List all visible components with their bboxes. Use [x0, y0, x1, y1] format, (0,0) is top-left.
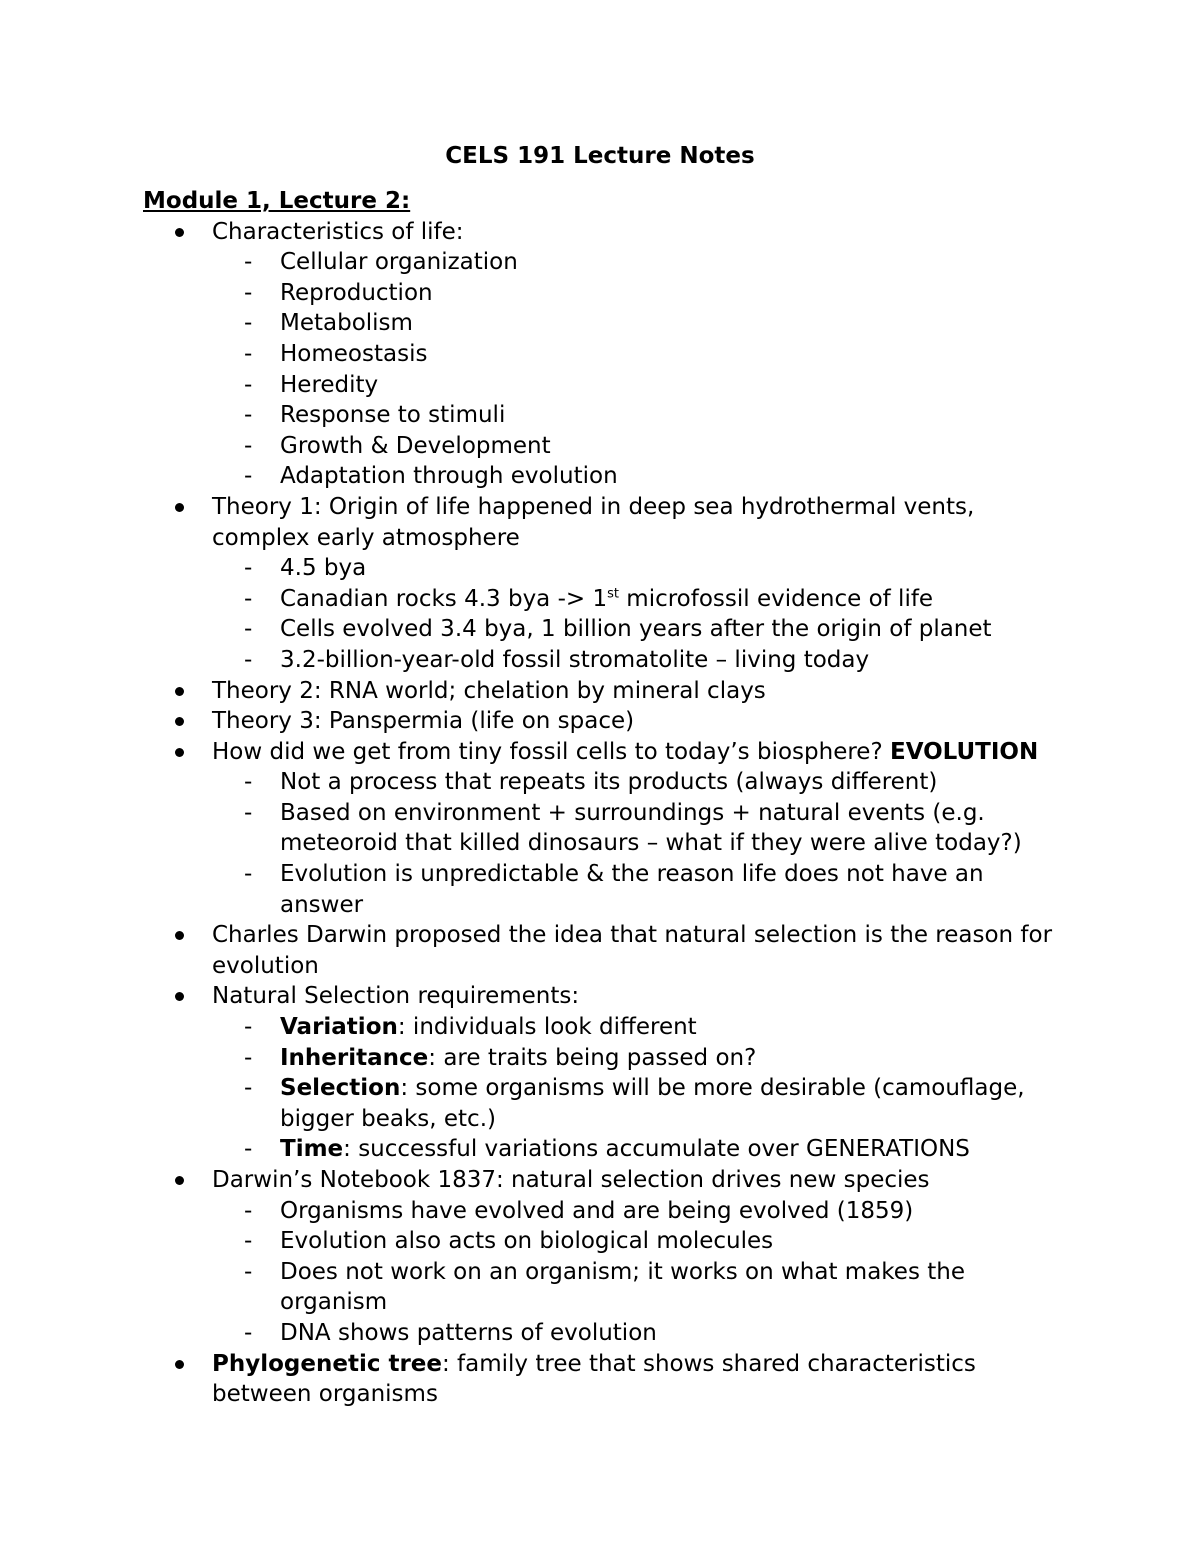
bullet-icon: [175, 748, 184, 757]
sub-item: [212, 370, 1073, 401]
list-item-theory-1: [143, 492, 1073, 676]
item-text: Natural Selection requirements:: [212, 983, 580, 1010]
dash-icon: -: [244, 861, 253, 888]
sub-item-text: DNA shows patterns of evolution: [280, 1319, 657, 1346]
superscript-text: st: [607, 586, 619, 602]
sub-item-text: Based on environment + surroundings + natural events (e.g. meteoroid that killed dinosaurs – what if they were alive today?): [280, 799, 1022, 857]
sub-item: [212, 400, 1073, 431]
sub-item: [212, 859, 1073, 920]
list-item-theory-3: [143, 706, 1073, 737]
sub-item: [212, 553, 1073, 584]
sub-item: [212, 767, 1073, 798]
module-heading: Module 1, Lecture 2:: [143, 188, 411, 214]
dash-icon: -: [244, 646, 253, 673]
list-item-evolution-question: [143, 737, 1073, 921]
sub-item-text: 3.2-billion-year-old fossil stromatolite – living today: [280, 646, 870, 673]
bullet-icon: [175, 992, 184, 1001]
sub-item: [212, 1318, 1073, 1349]
term-text: Variation: [280, 1014, 398, 1041]
sub-item-text: Does not work on an organism; it works on what makes the organism: [280, 1258, 965, 1316]
dash-icon: -: [244, 555, 253, 582]
item-text: Charles Darwin proposed the idea that natural selection is the reason for evolution: [212, 922, 1053, 979]
dash-icon: -: [244, 1197, 253, 1224]
notes-content: [143, 186, 1073, 1410]
list-item-theory-2: [143, 676, 1073, 707]
term-text: Inheritance: [280, 1044, 429, 1071]
dash-icon: -: [244, 1014, 253, 1041]
sub-item: [212, 1226, 1073, 1257]
sub-item-text: Heredity: [280, 371, 379, 398]
dash-icon: -: [244, 432, 253, 459]
dash-icon: -: [244, 249, 253, 276]
dash-icon: -: [244, 310, 253, 337]
sub-item: [212, 431, 1073, 462]
list-item-darwin: [143, 920, 1073, 981]
item-text: : family tree that shows shared characteristics between organisms: [212, 1350, 976, 1408]
sub-item: [212, 278, 1073, 309]
notes-list: [143, 217, 1073, 1410]
sub-item-text: Cells evolved 3.4 bya, 1 billion years after the origin of planet: [280, 616, 992, 643]
sub-item: [212, 461, 1073, 492]
term-text: Phylogenetic tree: [212, 1350, 442, 1377]
item-text: How did we get from tiny fossil cells to today’s biosphere?: [212, 738, 883, 765]
item-text: Theory 3: Panspermia (life on space): [212, 708, 635, 735]
bullet-icon: [175, 931, 184, 940]
dash-icon: -: [244, 616, 253, 643]
dash-icon: -: [244, 402, 253, 429]
item-text: Theory 2: RNA world; chelation by mineral clays: [212, 677, 766, 704]
dash-icon: -: [244, 1075, 253, 1102]
item-text: Darwin’s Notebook 1837: natural selection drives new species: [212, 1167, 930, 1193]
sub-item: [212, 247, 1073, 278]
dash-icon: -: [244, 1258, 253, 1285]
sub-item: [212, 1043, 1073, 1074]
sub-item-text: Organisms have evolved and are being evolved (1859): [280, 1197, 914, 1224]
bullet-icon: [175, 1176, 184, 1185]
item-text: Characteristics of life:: [212, 218, 464, 245]
sub-item-text: Adaptation through evolution: [280, 463, 618, 490]
sub-item: [212, 614, 1073, 645]
sub-item-text: Evolution also acts on biological molecules: [280, 1228, 774, 1255]
dash-icon: -: [244, 769, 253, 796]
sub-item-text: Response to stimuli: [280, 402, 506, 429]
sub-item-text: Cellular organization: [280, 249, 518, 276]
sub-item: [212, 1012, 1073, 1043]
sub-item: [212, 1257, 1073, 1318]
list-item-notebook: [143, 1165, 1073, 1349]
dash-icon: -: [244, 1228, 253, 1255]
dash-icon: -: [244, 585, 253, 612]
dash-icon: -: [244, 463, 253, 490]
sub-list: [212, 1196, 1073, 1349]
sub-item-text: Evolution is unpredictable & the reason life does not have an answer: [280, 861, 984, 918]
sub-item-text: Growth & Development: [280, 432, 551, 459]
sub-item: [212, 339, 1073, 370]
dash-icon: -: [244, 279, 253, 306]
term-text: Selection: [280, 1075, 401, 1102]
list-item-natural-selection: [143, 981, 1073, 1165]
sub-item: [212, 308, 1073, 339]
sub-item-text: Reproduction: [280, 279, 433, 306]
sub-item-text: Homeostasis: [280, 340, 428, 367]
list-item-phylogenetic-tree: [143, 1349, 1073, 1410]
sub-item-text: 4.5 bya: [280, 555, 367, 582]
bullet-icon: [175, 717, 184, 726]
sub-list: [212, 247, 1073, 492]
bullet-icon: [175, 228, 184, 237]
sub-item-text: : individuals look different: [397, 1014, 697, 1041]
sub-item-text: : successful variations accumulate over GENERATIONS: [343, 1136, 970, 1163]
page-title: CELS 191 Lecture Notes: [445, 143, 755, 169]
sub-item: [212, 798, 1073, 859]
bullet-icon: [175, 1360, 184, 1369]
sub-item-text: Not a process that repeats its products (always different): [280, 769, 938, 796]
sub-item: [212, 645, 1073, 676]
sub-item-text: Metabolism: [280, 310, 413, 337]
sub-item-text: Canadian rocks 4.3 bya -> 1: [280, 585, 608, 612]
sub-item-text: : some organisms will be more desirable (camouflage, bigger beaks, etc.): [280, 1075, 1025, 1132]
sub-list: [212, 553, 1073, 675]
item-text: Theory 1: Origin of life happened in deep sea hydrothermal vents, complex early atmosphere: [212, 493, 975, 551]
emphasis-text: EVOLUTION: [889, 738, 1039, 765]
dash-icon: -: [244, 1319, 253, 1346]
sub-item: [212, 1073, 1073, 1134]
bullet-icon: [175, 503, 184, 512]
sub-list: [212, 767, 1073, 920]
term-text: Time: [280, 1136, 344, 1163]
sub-list: [212, 1012, 1073, 1165]
dash-icon: -: [244, 340, 253, 367]
sub-item: [212, 1196, 1073, 1227]
list-item-characteristics: [143, 217, 1073, 492]
dash-icon: -: [244, 371, 253, 398]
dash-icon: -: [244, 1136, 253, 1163]
sub-item-text: : are traits being passed on?: [428, 1044, 757, 1071]
bullet-icon: [175, 687, 184, 696]
dash-icon: -: [244, 799, 253, 826]
dash-icon: -: [244, 1044, 253, 1071]
sub-item: [212, 1134, 1073, 1165]
sub-item: [212, 584, 1073, 615]
sub-item-text: microfossil evidence of life: [618, 585, 934, 612]
